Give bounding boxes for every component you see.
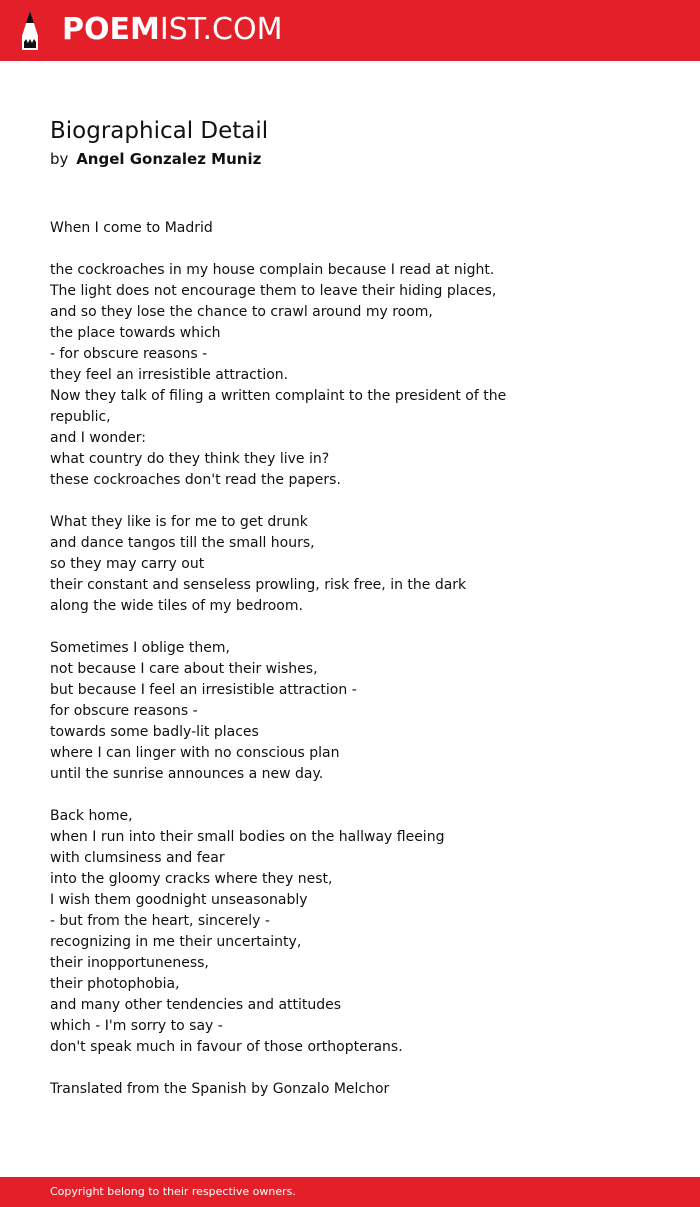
poem-line: Now they talk of filing a written complaint to the president of the bbox=[50, 388, 507, 404]
poem-line: along the wide tiles of my bedroom. bbox=[50, 598, 303, 614]
poem-line: - for obscure reasons - bbox=[50, 346, 208, 362]
pencil-icon[interactable] bbox=[18, 10, 42, 51]
poem-line: until the sunrise announces a new day. bbox=[50, 766, 324, 782]
poem-line: don't speak much in favour of those orthopterans. bbox=[50, 1039, 403, 1055]
poem-line: so they may carry out bbox=[50, 556, 205, 572]
logo-text-bold: POEM bbox=[62, 12, 160, 47]
poem-line: towards some badly-lit places bbox=[50, 724, 259, 740]
by-label: by bbox=[50, 150, 69, 168]
poem-line: and dance tangos till the small hours, bbox=[50, 535, 315, 551]
site-header bbox=[0, 0, 700, 61]
poem-title: Biographical Detail bbox=[50, 118, 269, 144]
poem-body bbox=[50, 218, 520, 1100]
poem-line: when I run into their small bodies on the hallway fleeing bbox=[50, 829, 445, 845]
site-logo[interactable] bbox=[62, 13, 282, 47]
poem-line: these cockroaches don't read the papers. bbox=[50, 472, 341, 488]
poem-line: recognizing in me their uncertainty, bbox=[50, 934, 302, 950]
poem-line: republic, bbox=[50, 409, 111, 425]
poem-line: their photophobia, bbox=[50, 976, 180, 992]
poem-line: the cockroaches in my house complain because I read at night. bbox=[50, 262, 495, 278]
poem-line: Back home, bbox=[50, 808, 133, 824]
author-name: Angel Gonzalez Muniz bbox=[76, 150, 262, 168]
poem-line: The light does not encourage them to leave their hiding places, bbox=[50, 283, 497, 299]
poem-line: but because I feel an irresistible attraction - bbox=[50, 682, 357, 698]
stanza-break bbox=[50, 1058, 520, 1079]
poem-line: for obscure reasons - bbox=[50, 703, 198, 719]
stanza-break bbox=[50, 239, 520, 260]
poem-line: - but from the heart, sincerely - bbox=[50, 913, 270, 929]
poem-line: Sometimes I oblige them, bbox=[50, 640, 230, 656]
stanza-break bbox=[50, 491, 520, 512]
poem-line: they feel an irresistible attraction. bbox=[50, 367, 289, 383]
poem-line: Translated from the Spanish by Gonzalo Melchor bbox=[50, 1081, 390, 1097]
poem-line: into the gloomy cracks where they nest, bbox=[50, 871, 333, 887]
poem-line: which - I'm sorry to say - bbox=[50, 1018, 223, 1034]
poem-line: their inopportuneness, bbox=[50, 955, 209, 971]
site-footer bbox=[0, 1177, 700, 1207]
poem-line: what country do they think they live in? bbox=[50, 451, 330, 467]
poem-line: and many other tendencies and attitudes bbox=[50, 997, 342, 1013]
poem-line: where I can linger with no conscious plan bbox=[50, 745, 340, 761]
poem-line: the place towards which bbox=[50, 325, 221, 341]
poem-line: not because I care about their wishes, bbox=[50, 661, 318, 677]
poem-line: and so they lose the chance to crawl around my room, bbox=[50, 304, 433, 320]
poem-line: When I come to Madrid bbox=[50, 220, 213, 236]
stanza-break bbox=[50, 617, 520, 638]
copyright-text: Copyright belong to their respective owners. bbox=[50, 1185, 296, 1198]
logo-text-light: IST.COM bbox=[159, 12, 283, 47]
poem-line: their constant and senseless prowling, risk free, in the dark bbox=[50, 577, 467, 593]
stanza-break bbox=[50, 785, 520, 806]
poem-line: I wish them goodnight unseasonably bbox=[50, 892, 308, 908]
poem-line: and I wonder: bbox=[50, 430, 146, 446]
poem-line: What they like is for me to get drunk bbox=[50, 514, 308, 530]
poem-line: with clumsiness and fear bbox=[50, 850, 225, 866]
byline bbox=[50, 148, 261, 170]
